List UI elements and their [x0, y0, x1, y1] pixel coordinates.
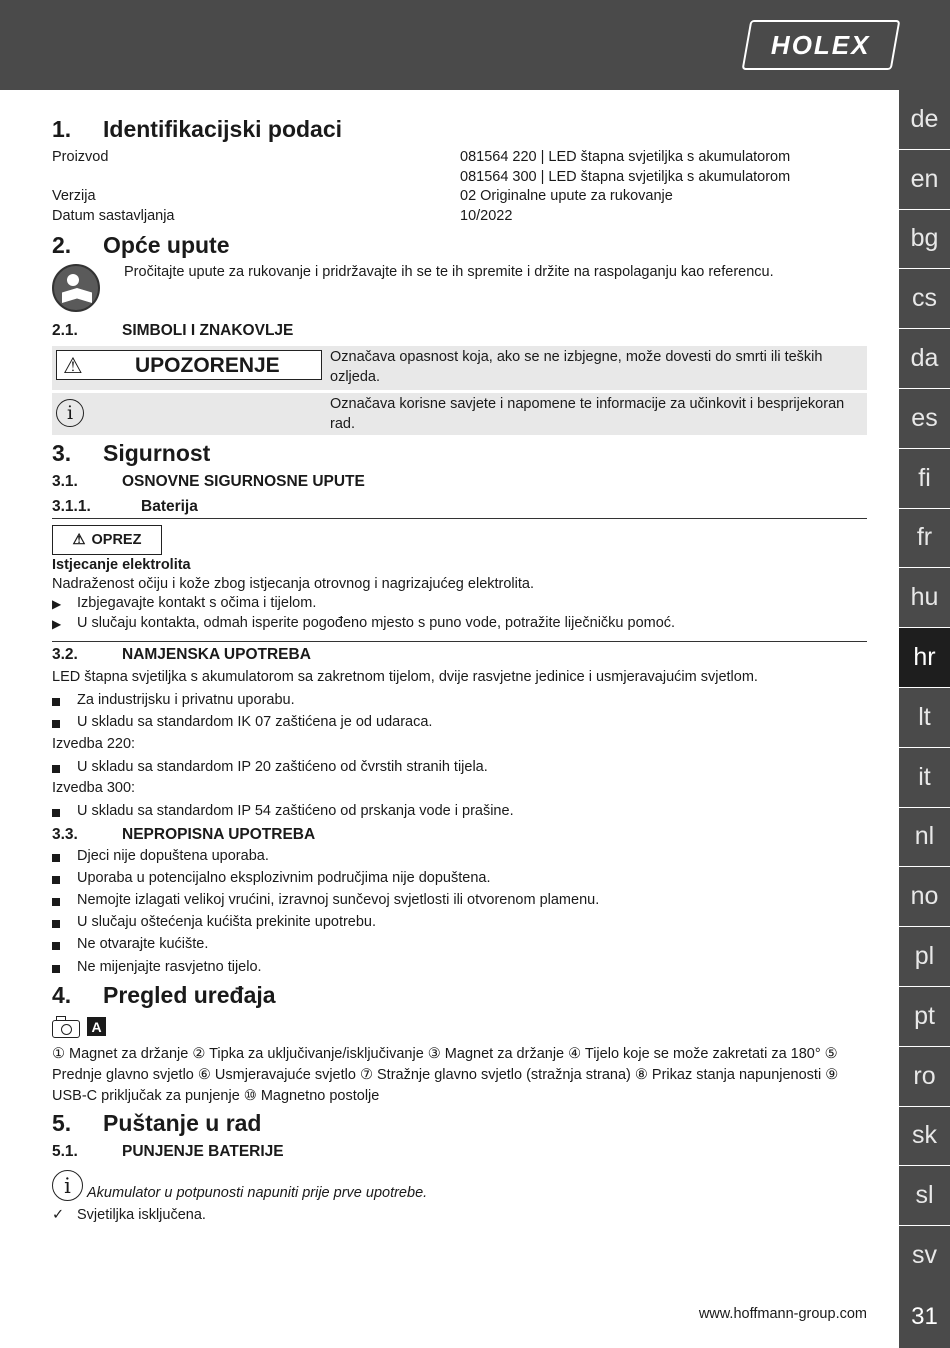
precondition-text: Svjetiljka isključena.: [77, 1207, 206, 1223]
arrow-bullet-icon: ▶: [52, 617, 62, 631]
list-item-text: U slučaju oštećenja kućišta prekinite upotrebu.: [77, 914, 377, 930]
square-bullet-icon: [52, 720, 60, 728]
divider: [52, 641, 867, 642]
list-item: [52, 892, 867, 912]
warning-description-line: Označava opasnost koja, ako se ne izbjegne, može dovesti do smrti ili teških: [330, 349, 823, 365]
list-item: [52, 759, 867, 779]
id-value-version: 02 Originalne upute za rukovanje: [460, 188, 673, 204]
list-item-text: U skladu sa standardom IK 07 zaštićena je od udaraca.: [77, 714, 433, 730]
device-overview-legend: [52, 1044, 867, 1107]
section-number: 2.1.: [52, 322, 78, 339]
section-title: Sigurnost: [103, 440, 211, 466]
camera-icon: [52, 1020, 80, 1038]
version-220-label: Izvedba 220:: [52, 736, 136, 752]
list-item: [52, 848, 867, 868]
page-number: 31: [899, 1285, 950, 1348]
language-tab-cs[interactable]: cs: [899, 269, 950, 329]
caution-title: Istjecanje elektrolita: [52, 557, 191, 573]
section-number: 3.1.: [52, 473, 78, 490]
section-3-1-1-heading: [52, 498, 867, 518]
language-tab-sl[interactable]: sl: [899, 1166, 950, 1226]
section-number: 2.: [52, 232, 72, 258]
square-bullet-icon: [52, 942, 60, 950]
language-tab-ro[interactable]: ro: [899, 1047, 950, 1107]
info-icon: i: [52, 1170, 83, 1201]
section-number: 5.1.: [52, 1143, 78, 1160]
language-tabs: [899, 90, 950, 1286]
footer-url[interactable]: www.hoffmann-group.com: [698, 1306, 867, 1322]
caution-step-text: U slučaju kontakta, odmah isperite pogođeno mjesto s puno vode, potražite liječničku pomoć.: [77, 615, 676, 631]
section-5-1-heading: [52, 1143, 867, 1163]
section-title: Baterija: [141, 498, 198, 515]
read-manual-icon: [52, 264, 100, 312]
language-tab-sk[interactable]: sk: [899, 1107, 950, 1167]
caution-triangle-icon: ⚠: [72, 532, 86, 548]
check-icon: ✓: [52, 1207, 65, 1223]
info-icon: i: [56, 399, 84, 427]
list-item-text: Uporaba u potencijalno eksplozivnim područjima nije dopuštena.: [77, 870, 491, 886]
section-2-heading: [52, 232, 867, 260]
overview-line: Prednje glavno svjetlo ⑥ Usmjeravajuće svjetlo ⑦ Stražnje glavno svjetlo (stražnja strana) ⑧ Prikaz stanja napunjenosti ⑨: [52, 1067, 839, 1083]
square-bullet-icon: [52, 876, 60, 884]
figure-label: A: [87, 1017, 106, 1036]
caution-step: [52, 595, 867, 615]
language-tab-de[interactable]: de: [899, 90, 950, 150]
symbol-row-info: [52, 393, 867, 435]
section-3-1-heading: [52, 473, 867, 493]
section-title: OSNOVNE SIGURNOSNE UPUTE: [122, 473, 365, 490]
overview-line: ① Magnet za držanje ② Tipka za uključivanje/isključivanje ③ Magnet za držanje ④ Tijelo koje se može zakretati za 180° ⑤: [52, 1046, 838, 1062]
list-item: [52, 936, 867, 956]
list-item: [52, 870, 867, 890]
id-label-version: Verzija: [52, 188, 96, 204]
list-item: [52, 914, 867, 934]
language-tab-bg[interactable]: bg: [899, 210, 950, 270]
list-item-text: Ne otvarajte kućište.: [77, 936, 209, 952]
section-number: 1.: [52, 116, 72, 142]
overview-line: USB-C priključak za punjenje ⑩ Magnetno postolje: [52, 1088, 380, 1104]
square-bullet-icon: [52, 898, 60, 906]
warning-description: [330, 346, 867, 387]
section-number: 3.1.1.: [52, 498, 91, 515]
section-number: 3.2.: [52, 646, 78, 663]
precondition-item: [52, 1207, 867, 1227]
warning-label: UPOZORENJE: [135, 354, 280, 377]
read-manual-text: Pročitajte upute za rukovanje i pridržavajte ih se te ih spremite i držite na raspolaganju kao referencu.: [124, 264, 774, 280]
intended-use-intro: LED štapna svjetiljka s akumulatorom sa zakretnom tijelom, dvije rasvjetne jedinice i usmjeravajućim svjetlom.: [52, 669, 758, 685]
square-bullet-icon: [52, 809, 60, 817]
list-item-text: Nemojte izlagati velikoj vrućini, izravnoj sunčevoj svjetlosti ili otvorenom plamenu.: [77, 892, 600, 908]
section-5-heading: [52, 1110, 867, 1138]
section-title: NEPROPISNA UPOTREBA: [122, 826, 316, 843]
section-number: 5.: [52, 1110, 72, 1136]
section-number: 3.3.: [52, 826, 78, 843]
language-tab-fi[interactable]: fi: [899, 449, 950, 509]
language-tab-fr[interactable]: fr: [899, 509, 950, 569]
square-bullet-icon: [52, 698, 60, 706]
list-item-text: Za industrijsku i privatnu uporabu.: [77, 692, 295, 708]
list-item-text: Ne mijenjajte rasvjetno tijelo.: [77, 959, 262, 975]
charging-note: Akumulator u potpunosti napuniti prije prve upotrebe.: [87, 1185, 428, 1201]
holex-logo: [742, 20, 901, 70]
id-label-product: Proizvod: [52, 149, 109, 165]
version-300-label: Izvedba 300:: [52, 780, 136, 796]
section-title: Opće upute: [103, 232, 230, 258]
section-title: Identifikacijski podaci: [103, 116, 343, 142]
warning-label-box: [56, 350, 322, 380]
section-3-3-heading: [52, 826, 867, 846]
warning-description-line: ozljeda.: [330, 368, 380, 385]
language-tab-it[interactable]: it: [899, 748, 950, 808]
list-item-text: U skladu sa standardom IP 20 zaštićeno od čvrstih stranih tijela.: [77, 759, 488, 775]
logo-text: HOLEX: [771, 29, 871, 60]
id-value-product-300: 081564 300 | LED štapna svjetiljka s akumulatorom: [460, 169, 791, 185]
list-item-text: U skladu sa standardom IP 54 zaštićeno od prskanja vode i prašine.: [77, 803, 514, 819]
list-item: [52, 803, 867, 823]
symbol-row-warning: [52, 346, 867, 390]
list-item-text: Djeci nije dopuštena uporaba.: [77, 848, 269, 864]
square-bullet-icon: [52, 765, 60, 773]
info-description: [330, 393, 867, 434]
language-tab-hr[interactable]: hr: [899, 628, 950, 688]
language-tab-nl[interactable]: nl: [899, 808, 950, 868]
language-tab-pl[interactable]: pl: [899, 927, 950, 987]
caution-label: OPREZ: [91, 532, 142, 548]
section-title: Pregled uređaja: [103, 982, 276, 1008]
section-2-1-heading: [52, 322, 867, 342]
language-tab-sv[interactable]: sv: [899, 1226, 950, 1286]
list-item: [52, 959, 867, 979]
section-title: SIMBOLI I ZNAKOVLJE: [122, 322, 294, 339]
language-tab-no[interactable]: no: [899, 867, 950, 927]
language-tab-lt[interactable]: lt: [899, 688, 950, 748]
info-description-line: rad.: [330, 415, 355, 432]
header-bar: [0, 0, 950, 90]
section-title: NAMJENSKA UPOTREBA: [122, 646, 311, 663]
language-tab-en[interactable]: en: [899, 150, 950, 210]
id-value-date: 10/2022: [460, 208, 513, 224]
section-4-heading: [52, 982, 867, 1010]
divider: [52, 518, 867, 519]
language-tab-es[interactable]: es: [899, 389, 950, 449]
square-bullet-icon: [52, 854, 60, 862]
caution-text: Nadraženost očiju i kože zbog istjecanja otrovnog i nagrizajućeg elektrolita.: [52, 576, 534, 592]
arrow-bullet-icon: ▶: [52, 597, 62, 611]
caution-label-box: [52, 525, 162, 555]
section-number: 4.: [52, 982, 72, 1008]
language-tab-pt[interactable]: pt: [899, 987, 950, 1047]
warning-triangle-icon: ⚠: [63, 353, 83, 378]
section-3-heading: [52, 440, 867, 468]
info-description-line: Označava korisne savjete i napomene te informacije za učinkovit i besprijekoran: [330, 396, 845, 412]
section-1-heading: [52, 116, 867, 144]
id-value-product-220: 081564 220 | LED štapna svjetiljka s akumulatorom: [460, 149, 791, 165]
list-item: [52, 714, 867, 734]
section-title: Puštanje u rad: [103, 1110, 262, 1136]
id-label-date: Datum sastavljanja: [52, 208, 175, 224]
section-title: PUNJENJE BATERIJE: [122, 1143, 284, 1160]
list-item: [52, 692, 867, 712]
language-tab-hu[interactable]: hu: [899, 568, 950, 628]
caution-step-text: Izbjegavajte kontakt s očima i tijelom.: [77, 595, 317, 611]
caution-step: [52, 615, 867, 635]
square-bullet-icon: [52, 965, 60, 973]
square-bullet-icon: [52, 920, 60, 928]
section-3-2-heading: [52, 646, 867, 666]
language-tab-da[interactable]: da: [899, 329, 950, 389]
section-number: 3.: [52, 440, 72, 466]
